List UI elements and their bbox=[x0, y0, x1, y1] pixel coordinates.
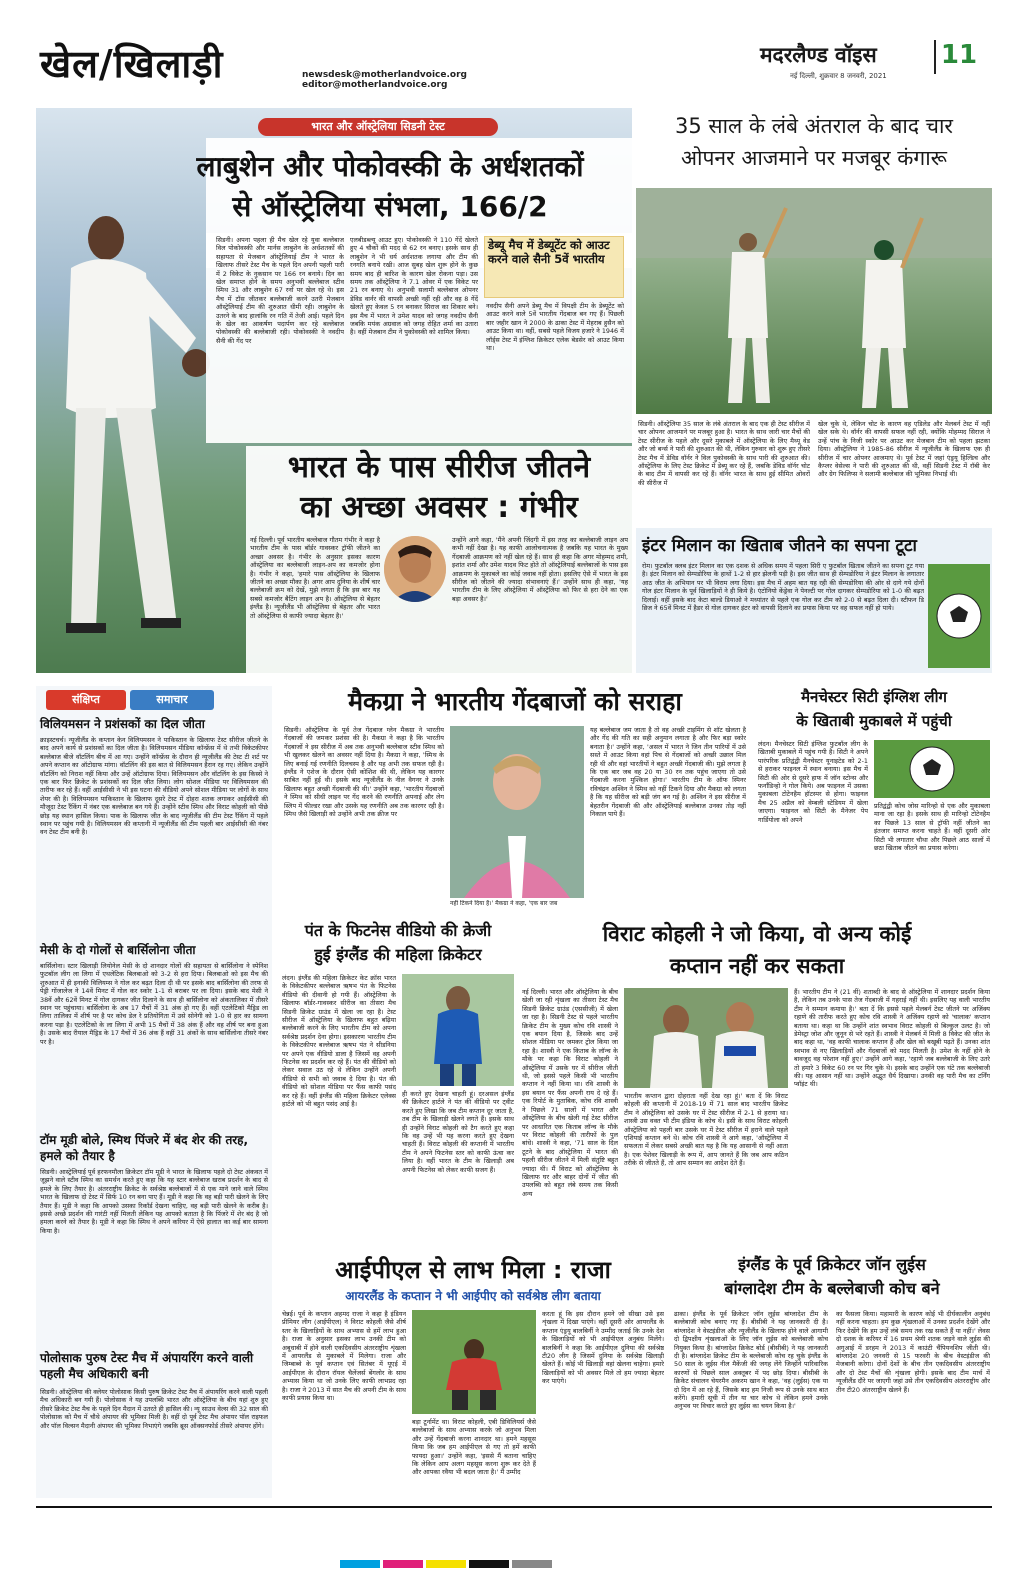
mancity-headline-line2: के खिताबी मुकाबले में पहुंची bbox=[796, 712, 952, 730]
pant-body-col1: लंदन। इंग्लैंड की महिला क्रिकेटर केट क्रॉस भारत के विकेटकीपर बल्लेबाज ऋषभ पंत के फिटनेस वीडियो की दीवानी हो गयी हैं। ऑस्ट्रेलिया के खिलाफ बॉर्डर-गावस्कर सीरीज का तीसरा मैच सिडनी क्रिकेट ग्राउंड में खेला जा रहा है। टेस्ट सीरीज में ऑस्ट्रेलिया के खिलाफ बहुत बढ़िया बल्लेबाजी करने के लिए भारतीय टीम को अपना सर्वश्रेष्ठ प्रदर्शन देना होगा। इसकारण भारतीय टीम के विकेटकीपर बल्लेबाज ऋषभ पंत ने सीडनिया पर अपने एक वीडियो डाला है जिसमें वह अपनी फिटनेस का प्रदर्शन कर रहे हैं। पंत की वीडियो को लेकर सवाल उठ रहे थे लेकिन उन्होंने अपनी वीडियो से सभी को जवाब दे दिया है। पंत की वीडियो को सोशल मीडिया पर फैंस काफी पसंद कर रहे हैं। वहीं इंग्लैंड की महिला क्रिकेटर एलेक्स हार्टले को भी बहुत पसंद आई है। bbox=[282, 974, 396, 1109]
brief-1-body: क्राइस्टचर्च। न्यूजीलैंड के कप्तान केन विलियमसन ने पाकिस्तान के खिलाफ टेस्ट सीरीज जीतने के बाद अपने कार्य से प्रशंसकों का दिल जीता है। विलियमसन मीडिया कॉन्फ्रेंस में थे तभी विकेटकीपर बल्लेबाज बीजे वॉटलिंग बीच में आ गए। उन्होंने कॉन्फ्रेंस के दौरान ही न्यूजीलैंड की टेस्ट टी शर्ट पर अपने कप्तान का ऑटोग्राफ मांगा। वॉटलिंग की इस बात से विलियमसन हैरान रह गए। लेकिन उन्होंने वॉटलिंग को निराश नहीं किया और उन्हें ऑटोग्राफ दिया। विलियमसन और वॉटलिंग के इस किस्से ने एक बार फिर क्रिकेट के प्रशंसकों का दिल जीत लिया। लोग सोशल मीडिया पर विलियमसन की तारीफ कर रहे हैं। वहीं आईसीसी ने भी इस घटना की वीडियो अपने सोशल मीडिया पर लोगों के साथ शेयर की है। विलियमसन पाकिस्तान के खिलाफ दूसरे टेस्ट में दोहरा शतक लगाकर आईसीसी की मौजूदा टेस्ट रैंकिंग में नंबर एक बल्लेबाज बन गये हैं। उन्होंने स्टीव स्मिथ और विराट कोहली को पीछे छोड़ यह स्थान हासिल किया। पाक के खिलाफ जीत के बाद न्यूजीलैंड की टीम टेस्ट रैंकिंग में पहले स्थान पर पहुंच गयी है। विलियमसन की कप्तानी में न्यूजीलैंड की टीम पहली बार आईसीसी की नंबर वन टेस्ट टीम बनी है। bbox=[40, 736, 268, 837]
kohli-story bbox=[522, 920, 992, 1246]
masthead bbox=[0, 0, 1024, 105]
page-number: 11 bbox=[940, 40, 978, 70]
inter-headline: इंटर मिलान का खिताब जीतने का सपना टूटा bbox=[642, 536, 917, 556]
lewis-story bbox=[672, 1254, 992, 1498]
pant-body-col2: ही करते हुए देखना चाहती हूं। दरअसल इंग्लैंड की क्रिकेटर हार्टले ने पंत की वीडियो पर ट्वीट करते हुए लिखा कि जब टीम कप्तान दूर जाता है, तब टीम के खिलाड़ी खेलने लगते हैं। इसके साथ ही उन्होंने विराट कोहली को टैग करते हुए कहा कि वह उन्हें भी यह करना करते हुए देखना चाहती हैं। विराट कोहली की कप्तानी में भारतीय टीम ने अपने फिटनेस स्तर को काफी ऊंचा कर लिया है। वहीं भारत के टीम के खिलाड़ी अब अपनी फिटनेस को लेकर काफी सजग हैं। bbox=[402, 1090, 514, 1174]
ipl-body-col1: चेन्नई। पूर्व के कप्तान अहमद राजा ने कहा है इंडियन प्रीमियर लीग (आईपीएल) ने विराट कोहली जैसे शीर्ष स्तर के खिलाड़ियों के साथ अभ्यास से हमें लाभ हुआ है। राजा के अनुसार इसका लाभ उनकी टीम को अबूधाबी में होने वाली एकदिवसीय अंतरराष्ट्रीय शृंखला में आयरलैंड से मुकाबले में मिलेगा। राजा और जिम्बाब्वे के पूर्व कप्तान एवं सितंबर में यूएई में आईपीएल के दौरान रॉयल चैलेंजर्स बेंगलोर के साथ अभ्यास किया था जो उनके लिए काफी लाभप्रद रहा है। राजा ने 2013 में सात मैच की अपनी टीम के साथ काफी प्रयास किया था। bbox=[282, 1310, 406, 1403]
kohli-body-col2: भारतीय कप्तान द्वारा दोहराता नहीं देख रहा हूं।' बता दें कि विराट कोहली की कप्तानी में 2018-19 में 71 साल बाद भारतीय क्रिकेट टीम ने ऑस्ट्रेलिया को उसके घर में टेस्ट सीरीज में 2-1 से हराया था। शास्त्री उस वक्त भी टीम इंडिया के कोच थे। इसी के साथ विराट कोहली ऑस्ट्रेलिया को पहली बार उसके घर में टेस्ट सीरीज में हराने वाले पहले एशियाई कप्तान बने थे। कोच रवि शास्त्री ने आगे कहा, 'ऑस्ट्रेलिया में सफलता में लेकर सबसे अच्छी बात यह है कि यह आसानी से नहीं आता है। एक पेशेवर खिलाड़ी के रूप में, आप जानते हैं कि जब आप कठिन तरीके से जीतते हैं, तो आप सम्मान का आदेश देते हैं। bbox=[624, 1092, 788, 1168]
pant-headline-line2: हुई इंग्लैंड की महिला क्रिकेटर bbox=[314, 945, 482, 964]
lewis-body-col1: ढाका। इंग्लैंड के पूर्व क्रिकेटर जॉन लुईस बांग्लादेश टीम के बल्लेबाजी कोच बनाए गए हैं। बीसीबी ने यह जानकारी दी है। बांग्लादेश ने वेस्टइंडीज और न्यूजीलैंड के खिलाफ होने वाले आगामी दो द्विपक्षीय शृंखलाओं के लिए जॉन लुईस को बल्लेबाजी कोच नियुक्त किया है। बांग्लादेश क्रिकेट बोर्ड (बीसीबी) ने यह जानकारी दी है। बांग्लादेश क्रिकेट टीम के बल्लेबाजी कोच रह चुके इंग्लैंड के 50 साल के लुईस नील मैकेंजी की जगह लेंगे जिन्होंने पारिवारिक कारणों से पिछले साल अक्तूबर में पद छोड़ दिया। बीसीबी के क्रिकेट संचालन चेयरमैन अकरम खान ने कहा, 'वह (लुईस) एक या दो दिन में आ रहे हैं, जिसके बाद हम निजी रूप से उनके साथ बात करेंगे। हमारी सूची में तीन या चार कोच थे लेकिन हमने उनके अनुभव पर विचार करते हुए लुईस का चयन किया है।' bbox=[674, 1310, 828, 1411]
mcgrath-photo bbox=[450, 726, 584, 898]
pant-headline-line1: पंत के फिटनेस वीडियो की क्रेजी bbox=[304, 921, 492, 940]
mcgrath-body-col1: सिडनी। ऑस्ट्रेलिया के पूर्व तेज गेंदबाज ग्लेन मैकग्रा ने भारतीय गेंदबाजों की जमकर प्रशंसा की है। मैकग्रा ने कहा है कि भारतीय गेंदबाजों ने इस सीरीज में अब तक अनुभवी बल्लेबाज स्टीव स्मिथ को भी खुलकर खेलने का अवसर नहीं दिया है। मैकग्रा ने कहा, 'स्मिथ के लिए बनाई गई रणनीति दिलचस्प है और यह अभी तक सफल रही है। इंग्लैंड ने एशेज के दौरान ऐसी कोशिश की थी, लेकिन यह कारगर साबित नहीं हुई थी। इसके बाद न्यूजीलैंड के नील वैगनर ने उनके खिलाफ बहुत अच्छी गेंदबाजी की थी।' उन्होंने कहा, 'भारतीय गेंदबाजों ने स्मिथ को सीधी लाइन पर गेंद करने की रणनीति अपनाई और लेग स्लिप में फील्डर रखा और उसके यह रणनीति अब तक कारगर रही है। स्मिथ जैसे खिलाड़ी को उन्होंने अभी तक क्रीज पर bbox=[284, 726, 444, 819]
section-title: खेल/खिलाड़ी bbox=[40, 42, 224, 86]
openers-photo bbox=[636, 188, 992, 414]
page-divider bbox=[934, 40, 936, 74]
inter-body: रोम। फुटबॉल क्लब इंटर मिलान का एक दशक से अधिक समय में पहला सिरी ए फुटबॉल खिताब जीतने का सपना टूट गया है। इंटर मिलान को सेम्पडोरिया के हाथों 1-2 से हार झेलनी पड़ी है। इस जीत साथ ही सेम्पडोरिया ने इंटर मिलान के लगातार आठ जीत के अभियान पर भी विराम लगा दिया। इस मैच में अहम बात यह रही की सेम्पडोरिया की ओर से दागे गये दोनों गोल इंटर मिलान के पूर्व खिलाड़ियों ने ही किये है। एंटोनियो केंड्रेवा ने पेनल्टी पर गोल दागकर सेम्पडोरिया को 1-0 की बढ़त दिलाई। वहीं इसके बाद केटा बाल्डे डियाओ ने मध्यांतर से पहले एक गोल कर टीम को 2-0 से बढ़त दिला दी। स्टीफन डि व्रिज ने 65वें मिनट में हैडर से गोल दागकर इंटर को वापसी दिलाने का प्रयास किया पर वह सफल नहीं हो पाये। bbox=[642, 562, 924, 613]
lead-headline-line2: से ऑस्ट्रेलिया संभला, 166/2 bbox=[232, 190, 548, 223]
pant-story bbox=[280, 920, 516, 1246]
openers-headline-line2: ओपनर आजमाने पर मजबूर कंगारू bbox=[681, 146, 947, 170]
kohli-body-col3: हैं। भारतीय टीम ने (21 वीं) शताब्दी के बाद से ऑस्ट्रेलिया में शानदार प्रदर्शन किया है, लेकिन तब उनके पास तेज गेंदबाजी में गहराई नहीं थी। इसलिए यह वाली भारतीय टीम ने सम्मान कमाया है।' बता दें कि इससे पहले मेलबर्न टेस्ट जीतने पर अजिंक्य रहाणे की तारीफ करते हुए कोच रवि शास्त्री ने अजिंक्य रहाणे को 'चालाक' कप्तान बताया था। कहा था कि उन्होंने शांत स्वभाव विराट कोहली से बिल्कुल उलट है। जो डेमेस्ट्रा जोश और जुनून से भरे रहते हैं। शास्त्री ने मेलबर्न में मिली 8 विकेट की जीत के बाद कहा था, 'वह काफी चालाक कप्तान हैं और खेल को बखूबी पढ़ते हैं। उनका शांत स्वभाव से नए खिलाड़ियों और गेंदबाजों को मदद मिलती है। उमेश के नहीं होने के बावजूद वह परेशान नहीं हुए।' उन्होंने आगे कहा, 'रहाणे जब बल्लेबाजी के लिए उतरे तो हमारे 3 विकेट 60 रन पर गिर चुके थे। इसके बाद उन्होंने एक घंटे तक बल्लेबाजी की। यह आसान नहीं था। उन्होंने अद्भुत धैर्य दिखाया। उनकी वह पारी मैच का टर्निंग प्वॉइंट थी। bbox=[794, 988, 990, 1089]
openers-story bbox=[636, 108, 992, 528]
brief-2-body: बार्सिलोना। स्टार खिलाड़ी लियोनेल मेसी के दो शानदार गोलों की सहायता से बार्सिलोना ने स्पेनिश फुटबॉल लीग ला लिगा में एथलेटिक बिलबाओ को 3-2 से हरा दिया। बिलबाओ को इस मैच की शुरुआत में ही इनाकी विलियम्स ने गोल कर बढ़त दिला दी थी पर इसके बाद बार्सिलोना की तरफ से पेड्री गोंजालेज ने 14वें मिनट में गोल कर स्कोर 1-1 से बराबर पर ला दिया। इसके बाद मेसी ने 38वें और 62वें मिनट में गोल दागकर जीत दिलाने के साथ ही बार्सिलोना को अंकतालिका में तीसरे स्थान पर पहुंचाया। बार्सिलोना के अब 17 मैचों में 31 अंक हो गए हैं। वहीं एटलेटिको मैड्रिड ला लिगा तालिका में शीर्ष पर है पर कोच डेल रे प्रतियोगिता में उसे सोनेगी को 1-0 से हार का सामना करना पड़ा है। एटलेटिको के ला लिगा में अभी 15 मैचों में 38 अंक हैं और वह शीर्ष पर बना हुआ है। उसके बाद रीयाल मैड्रिड के 17 मैचों में 36 अंक हैं वहीं 31 अंकों के साथ बार्सिलोना तीसरे नंबर पर है। bbox=[40, 962, 268, 1046]
briefs-label-1: संक्षिप्त bbox=[46, 690, 126, 710]
kohli-headline-line1: विराट कोहली ने जो किया, वो अन्य कोई bbox=[602, 922, 912, 946]
gambhir-body-col1: नई दिल्ली। पूर्व भारतीय बल्लेबाज गौतम गंभीर ने कहा है भारतीय टीम के पास बॉर्डर गावस्कर ट्रॉफी जीतने का अच्छा अवसर है। गंभीर के अनुसार इसका कारण ऑस्ट्रेलिया का बल्लेबाजी लाइन-अप का कमजोर होना है। गंभीर ने कहा, 'हमारे पास ऑस्ट्रेलिया के खिलाफ जीतने का अच्छा मौका है। अगर आप दुनिया के शीर्ष चार बल्लेबाजी क्रम को देखें, मुझे लगता है कि इस बार यह सबसे कमजोर बैटिंग लाइन अप है। ऑस्ट्रेलिया से बेहतर इंग्लैंड है। न्यूजीलैंड भी ऑस्ट्रेलिया से बेहतर और भारत तो ऑस्ट्रेलिया से काफी ज्यादा बेहतर है।' bbox=[250, 536, 380, 620]
mancity-body-col1: लंदन। मैनचेस्टर सिटी इंग्लिश फुटबॉल लीग के खिताबी मुकाबले में पहुंच गयी है। सिटी ने अपने पारंपरिक प्रतिद्वंद्वी मैनचेस्टर यूनाइटेड को 2-1 से हराकर फाइनल में स्थान बनाया। इस मैच में सिटी की ओर से दूसरे हाफ में जॉन स्टोन्स और फर्नांडिन्हो ने गोल किये। अब फाइनल में उसका मुकाबला टोटेनहैम हॉटस्पर से होगा। फाइनल मैच 25 अप्रैल को वेम्बली स्टेडियम में खेला जाएगा। फाइनल को सिटी के मैनेजर पेप गार्डियोला को अपने bbox=[758, 740, 868, 824]
briefs-column bbox=[36, 686, 272, 1498]
mancity-body-col2: प्रतिद्वंद्वी कोच जोस मारिन्हो से एक और मुकाबला माना जा रहा है। इसके साथ ही मारिन्हो टोटेनहैम का पिछले 13 साल से ट्रॉफी नहीं जीतने का इंतजार समाप्त करना चाहते हैं। वहीं दूसरी ओर सिटी भी लगातार चौथा और पिछले आठ सालों में छठा खिताब जीतने का प्रयास करेगा। bbox=[874, 802, 990, 853]
gambhir-portrait bbox=[384, 536, 446, 602]
mcgrath-story bbox=[280, 686, 750, 914]
mcgrath-body-col2: यह बल्लेबाज जम जाता है तो वह अच्छी टाइमिंग से शॉट खेलता है और गेंद की गति का सही अनुमान लगाता है और फिर बड़ा स्कोर बनाता है।' उन्होंने कहा, 'असल में भारत ने जिन तीन पारियों में उसे सस्ते में आउट किया वहां पिच से गेंदबाजों को अच्छी उछाल मिल रही थी और वहां भारतीयों ने बहुत अच्छी गेंदबाजी की। मुझे लगता है कि एक बार जब वह 20 या 30 रन तक पहुंच जाएगा तो उसे गेंदबाजी करना मुश्किल होगा।' भारतीय टीम के ऑफ स्पिनर रविचंद्रन अश्विन ने स्मिथ को नहीं टिकने दिया और मैकग्रा को लगता है कि यह सीरीज को बड़ी जंग बन गई है। अश्विन ने इस सीरीज में बेहतरीन गेंदबाजी की और ऑस्ट्रेलियाई बल्लेबाज उनका तोड़ नहीं निकाल पाये हैं। bbox=[590, 726, 746, 819]
debut-sidebar-body: नवदीप सैनी अपने डेब्यू मैच में विपक्षी टीम के डेब्यूटेंट को आउट करने वाले 5वें भारतीय गेंदबाज बन गए हैं। पिछली बार जहीर खान ने 2000 के ढाका टेस्ट में मेहराब हुसैन को आउट किया था। वहीं, सबसे पहले विजय हजारे ने 1946 में लॉर्ड्स टेस्ट में इंग्लिश क्रिकेटर एलेक बेडसेर को आउट किया था। bbox=[486, 302, 624, 353]
email-editor[interactable]: editor@motherlandvoice.org bbox=[302, 80, 448, 90]
pant-photo bbox=[402, 974, 514, 1086]
email-newsdesk[interactable]: newsdesk@motherlandvoice.org bbox=[302, 70, 467, 80]
gambhir-body-col2: उन्होंने आगे कहा, 'मैंने अपनी जिंदगी में इस तरह का बल्लेबाजी लाइन अप कभी नहीं देखा है। यह काफी आलोचनात्मक है जबकि यह भारत के मुख्य गेंदबाजी आक्रमण को नहीं खेल रहे हैं। साथ ही कहा कि अगर मोहम्मद शमी, इशांत शर्मा और उमेश यादव फिट होते तो ऑस्ट्रेलियाई बल्लेबाजों के पास इस आक्रमण के मुकाबले का कोई जवाब नहीं होता। इसलिए ऐसे में भारत के इस सीरीज को जीतने की ज्यादा संभावनाएं हैं।' उन्होंने साथ ही कहा, 'यह भारतीय टीम के लिए ऑस्ट्रेलिया में ऑस्ट्रेलिया को फिर से हरा देने का एक बड़ा अवसर है।' bbox=[452, 536, 628, 603]
brief-3-body: सिडनी। आस्ट्रेलियाई पूर्व हरफनमौला क्रिकेटर टॉम मूडी ने भारत के खिलाफ पहले दो टेस्ट अंकवत में जूझने वाले स्टीव स्मिथ का समर्थन करते हुए कहा कि यह स्टार बल्लेबाज खराब प्रदर्शन के बाद से हमले के लिए तैयार है। अंतरराष्ट्रीय क्रिकेट के सर्वश्रेष्ठ बल्लेबाजों में से एक माने जाने वाले स्मिथ भारत के खिलाफ दो टेस्ट में सिर्फ 10 रन बना पाए हैं। मूडी ने कहा कि वह बड़ी पारी खेलने के लिए तैयार हैं। मूडी ने कहा कि आपको उसका रिकॉर्ड देखना चाहिए, वह बड़ी पारी खेलने के करीब है। इससे अच्छे प्रदर्शन की गारंटी नहीं मिलती लेकिन यह आपको बताता है कि पिंजरे में शेर बंद है जो हमला करने को तैयार है। मूडी ने कहा कि स्मिथ ने अपने करियर में ऐसे हालात का कई बार सामना किया है। bbox=[40, 1168, 268, 1235]
mancity-headline-line1: मैनचेस्टर सिटी इंग्लिश लीग bbox=[801, 688, 947, 706]
brief-2-title: मेसी के दो गोलों से बार्सिलोना जीता bbox=[40, 943, 196, 957]
lead-kicker: भारत और ऑस्ट्रेलिया सिडनी टेस्ट bbox=[258, 118, 498, 136]
lead-body-col2: एलबीडब्ल्यू आउट हुए। पोकोवस्की ने 110 गेंदें खेलते हुए 4 चौकों की मदद से 62 रन बनाए। इसके साथ ही लाबुशेन ने भी धर्य अर्धशतक लगाया और टीम की रनगति बनाये रखी। आज सुबह खेल शुरू होने के कुछ समय बाद ही बारिश के कारण खेल रोकना पड़ा। उस समय तक ऑस्ट्रेलिया ने 7.1 ओवर में एक विकेट पर 21 रन बनाए थे। अनुभवी सलामी बल्लेबाज ओपनर डेविड वार्नर की वापसी अच्छी नहीं रही और वह 8 गेंदें खेलते हुए केवल 5 रन बनाकर सिराज का शिकार बने। इस मैच में भारत ने उमेश यादव को जगह नवदीप सैनी जबकि मयंक अग्रवाल को जगह रोहित शर्मा का उतारा है। वहीं मेजबान टीम ने पुकोवस्की को शामिल किया। bbox=[350, 236, 478, 337]
kohli-shastri-photo bbox=[624, 988, 788, 1088]
brief-4-body: सिडनी। ऑस्ट्रेलिया की क्लेयर पोलोसाक किसी पुरुष क्रिकेट टेस्ट मैच में अंपायरिंग करने वाली पहली मैच अधिकारी बन गयी हैं। पोलोसाक ने यह उपलब्धि भारत और ऑस्ट्रेलिया के बीच यहां शुरु हुए तीसरे क्रिकेट टेस्ट मैच के पहले दिन मैदान में उतरते ही हासिल की। न्यू साउथ वेल्स की 32 साल की पोलोसाक को मैच में चौथे अंपायर की भूमिका मिली है। वहीं दो पूर्व टेस्ट मैच अंपायर पॉल राइफल और पॉल विल्सन मैदानी अंपायर की भूमिका निभाएंगे जबकि ब्रूस ऑक्सनफोर्ड तीसरे अंपायर होंगे। bbox=[40, 1388, 268, 1430]
kohli-body-col1: नई दिल्ली। भारत और ऑस्ट्रेलिया के बीच खेली जा रही शृंखला का तीसरा टेस्ट मैच सिडनी क्रिकेट ग्राउंड (एससीजी) में खेला जा रहा है। सिडनी टेस्ट से पहले भारतीय क्रिकेट टीम के मुख्य कोच रवि शास्त्री ने एक बयान दिया है, जिसके बाद उन्हें सोशल मीडिया पर जमकर ट्रोल किया जा रहा है। शास्त्री ने एक किताब के लॉन्च के मौके पर कहा कि विराट कोहली ने ऑस्ट्रेलिया में उसके घर में सीरीज जीती थी, जो इससे पहले किसी भी भारतीय कप्तान ने नहीं किया था। रवि शास्त्री के इस बयान पर फैंस अपनी राय दे रहे हैं। एक रिपोर्ट के मुताबिक, कोच रवि शास्त्री ने पिछले 71 सालों में भारत और ऑस्ट्रेलिया के बीच खेली गई टेस्ट सीरीज पर आधारित एक किताब लॉन्च के मौके पर विराट कोहली की तारीफों के पुल बांधे। शास्त्री ने कहा, '71 साल के दिल टूटने के बाद ऑस्ट्रेलिया में भारत की पहली सीरीज जीतने में मिली संतुष्टि बहुत ज्यादा थी। मैं विराट को ऑस्ट्रेलिया के खिलाफ घर और बाहर दोनों में जीत की उपलब्धि को बहुत लंबे समय तक किसी अन्य bbox=[522, 988, 618, 1198]
lead-body-col1: सिडनी। अपना पहला ही मैच खेल रहे युवा बल्लेबाज विल पोकोवस्की और मार्नस लाबुशेन के अर्धशतकों की सहायता से मेजबान ऑस्ट्रेलियाई टीम ने भारत के खिलाफ तीसरे टेस्ट मैच के पहले दिन अपनी पहली पारी में 2 विकेट के नुकसान पर 166 रन बनाये। दिन का खेल समाप्त होने के समय अनुभवी बल्लेबाज स्टीव स्मिथ 31 और लाबुशेन 67 रनों पर खेल रहे थे। इस मैच में टॉस जीतकर बल्लेबाजी करने उतरी मेजबान ऑस्ट्रेलियाई टीम की शुरुआत धीमी रही। लाबुशेन के उतरने के बाद हालांकि रन गति में तेजी आई। पहले दिन के खेल का आकर्षण पदार्पण कर रहे बल्लेबाज पोकोवस्की की बल्लेबाजी रही। पोकोवस्की ने नवदीप सैनी की गेंद पर bbox=[216, 236, 344, 345]
debut-sidebar-title: डेब्यू मैच में डेब्यूटेंट को आउट करने वाले सैनी 5वें भारतीय bbox=[488, 238, 610, 266]
inter-story bbox=[636, 528, 992, 673]
ipl-body-col3: करता हूं कि इस दौरान हमने जो सीखा उसे इस शृंखला में दिखा पाएंगे। वहीं दूसरी ओर आयरलैंड के कप्तान एंड्रयू बालबिर्नी ने उम्मीद जताई कि उनके देश के खिलाड़ियों को भी आईपीएल अनुबंध मिलेंगे। बालबिर्नी ने कहा कि आईपीएल दुनिया की सर्वश्रेष्ठ टी20 लीग है जिसमें दुनिया के सर्वश्रेष्ठ खिलाड़ी खेलते हैं। कोई भी खिलाड़ी वहां खेलना चाहेगा। हमारे खिलाड़ियों को भी अवसर मिले तो हम ज्यादा बेहतर कर पाएंगे। bbox=[542, 1310, 664, 1386]
lead-headline-line1: लाबुशेन और पोकोवस्की के अर्धशतकों bbox=[196, 150, 584, 183]
openers-headline-line1: 35 साल के लंबे अंतराल के बाद चार bbox=[674, 114, 954, 138]
ipl-headline: आईपीएल से लाभ मिला : राजा bbox=[335, 1256, 611, 1284]
mancity-story bbox=[756, 686, 992, 914]
briefs-label-2: समाचार bbox=[130, 690, 214, 710]
brief-4-title: पोलोसाक पुरुष टेस्ट मैच में अंपायरिंग करने वाली पहली मैच अधिकारी बनी bbox=[40, 1351, 254, 1381]
football-photo bbox=[928, 564, 990, 668]
dateline: नई दिल्ली, शुक्रवार 8 जनवरी, 2021 bbox=[790, 72, 887, 80]
mcgrath-headline: मैकग्रा ने भारतीय गेंदबाजों को सराहा bbox=[348, 687, 682, 716]
ipl-body-col2: बड़ा टूर्नामेंट था। विराट कोहली, एबी डिविलियर्स जैसे बल्लेबाजों के साथ अभ्यास करके जो अनुभव मिला और उन्हें गेंदबाजी करना शानदार था। हमने महसूस किया कि जब हम आईपीएल से गए तो हमें काफी फायदा हुआ।' उन्होंने कहा, 'इससे मैं बताना चाहिए कि लेकिन आप अलग महसूस करना शुरू कर देते हैं और आपका रवैया भी बदल जाता है।' मैं उम्मीद bbox=[412, 1418, 536, 1477]
mancity-football-photo bbox=[874, 740, 990, 798]
mcgrath-photo-caption: नहीं टिकने दिया है।' मैकग्रा ने कहा, 'एक बार जब bbox=[450, 900, 558, 907]
ipl-photo bbox=[412, 1310, 536, 1414]
lead-story bbox=[36, 108, 632, 673]
lewis-headline-line1: इंग्लैंड के पूर्व क्रिकेटर जॉन लुईस bbox=[738, 1255, 926, 1274]
brief-1-title: विलियमसन ने प्रशंसकों का दिल जीता bbox=[40, 717, 205, 731]
print-color-bar bbox=[340, 1560, 552, 1568]
kohli-headline-line2: कप्तान नहीं कर सकता bbox=[669, 954, 845, 978]
ipl-subhead: आयरलैंड के कप्तान ने भी आईपीए को सर्वश्रेष्ठ लीग बताया bbox=[345, 1289, 601, 1303]
openers-body-col1: सिडनी। ऑस्ट्रेलिया 35 साल के लंबे अंतराल के बाद एक ही टेस्ट सीरीज में चार ओपनर आजमाने पर मजबूर हुआ है। भारत के साथ जारी चार मैचों की टेस्ट सीरीज के पहले और दूसरे मुकाबले में ऑस्ट्रेलिया के लिए मैथ्यू वेड और जो बर्न्स ने पारी की शुरुआत की थी, लेकिन गुरुवार को शुरू हुए तीसरे टेस्ट मैच में डेविड वॉर्नर ने विल पुकोवस्की के साथ पारी की शुरुआत की। ऑस्ट्रेलिया के लिए टेस्ट क्रिकेट में डेब्यू कर रहे हैं, जबकि डेविड वॉर्नर चोट के बाद टीम में वापसी कर रहे हैं। वॉर्नर भारत के साथ हुई सीमित ओवरों की सीरीज में bbox=[638, 420, 810, 487]
lewis-body-col2: का फैसला किया। महामारी के कारण कोई भी दीर्घकालीन अनुबंध नहीं करना चाहता। हम कुछ शृंखलाओं में उनका प्रदर्शन देखेंगे और फिर देखेंगे कि हम उन्हें लंबे समय तक रख सकते हैं या नहीं।' लेवस दो दशक के करियर में 16 प्रथम श्रेणी शतक जड़ने वाले लुईस की अगुआई में डरहम ने 2013 में काउंटी चैंपियनशिप जीती थी। बांग्लादेश 20 जनवरी से 15 फरवरी के बीच वेस्टइंडीज की मेजबानी करेगा। दोनों देशों के बीच तीन एकदिवसीय अंतरराष्ट्रीय और दो टेस्ट मैचों की शृंखला होगी। इसके बाद टीम मार्च में न्यूजीलैंड दौरे पर जाएगी जहां उसे तीन एकदिवसीय अंतरराष्ट्रीय और तीन टी20 अंतरराष्ट्रीय खेलने हैं। bbox=[836, 1310, 990, 1394]
gambhir-headline-line1: भारत के पास सीरीज जीतने bbox=[287, 450, 591, 485]
print-registration-bar bbox=[36, 1506, 992, 1508]
paper-name: मदरलैण्ड वॉइस bbox=[760, 43, 877, 67]
ipl-story bbox=[280, 1254, 666, 1498]
lewis-headline-line2: बांग्लादेश टीम के बल्लेबाजी कोच बने bbox=[724, 1279, 940, 1298]
brief-3-title: टॉम मूडी बोले, स्मिथ पिंजरे में बंद शेर की तरह, हमले को तैयार है bbox=[40, 1133, 249, 1163]
openers-body-col2: खेल चुके थे, लेकिन चोट के कारण वह एडिलेड और मेलबर्न टेस्ट में नहीं खेल सके थे। वॉर्नर की वापसी सफल नहीं रही, क्योंकि मोहम्मद सिराज ने उन्हें पांच के निजी स्कोर पर आउट कर मेजबान टीम को पहला झटका दिया। ऑस्ट्रेलिया ने 1985-86 सीरीज में न्यूजीलैंड के खिलाफ एक ही सीरीज में चार ओपनर आजमाए थे। पूर्व टेस्ट में जहां एंड्रयू हिल्डिच और कैप्लर वेसेल्स ने पारी की शुरुआत की थी, वहीं सिडनी टेस्ट में रॉबी केर और ग्रेग फिलिप्स ने सलामी बल्लेबाज की भूमिका निभाई थी। bbox=[818, 420, 990, 479]
gambhir-headline-line2: का अच्छा अवसर : गंभीर bbox=[300, 490, 578, 525]
